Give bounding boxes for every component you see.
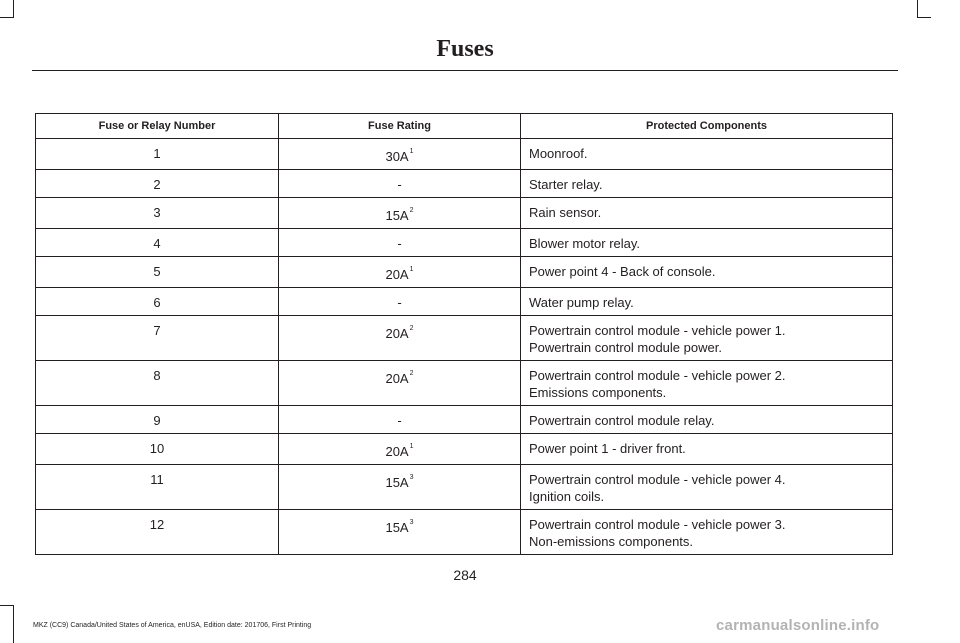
fuse-rating-value: 20A (385, 326, 409, 341)
component-line: Power point 1 - driver front. (529, 441, 686, 456)
component-line: Ignition coils. (529, 489, 605, 504)
footnote-marker: 1 (409, 148, 414, 155)
protected-components-cell (521, 257, 893, 288)
fuse-rating-cell (279, 316, 521, 361)
fuse-number-cell: 5 (36, 257, 279, 288)
fuse-number-cell: 2 (36, 170, 279, 198)
table-row (36, 316, 893, 361)
fuse-rating-cell (279, 139, 521, 170)
fuse-rating-cell (279, 257, 521, 288)
table-header-row (36, 114, 893, 139)
table-row (36, 465, 893, 510)
fuse-rating-cell (279, 170, 521, 198)
table-row (36, 139, 893, 170)
fuse-number-cell: 12 (36, 510, 279, 555)
table-row (36, 229, 893, 257)
protected-components-cell (521, 361, 893, 406)
footnote-marker: 2 (409, 207, 414, 214)
crop-mark-top-right-h (917, 17, 931, 18)
crop-mark-bottom-left-v (13, 605, 14, 643)
component-line: Powertrain control module - vehicle power 3. (529, 517, 786, 532)
protected-components-cell (521, 316, 893, 361)
protected-components-cell (521, 139, 893, 170)
fuse-rating-value-wrap (385, 148, 413, 165)
page-title: Fuses (436, 36, 494, 62)
fuse-table (35, 113, 893, 555)
fuse-number-cell: 7 (36, 316, 279, 361)
table-row (36, 198, 893, 229)
fuse-rating-value-wrap (385, 207, 413, 224)
protected-components-cell (521, 170, 893, 198)
fuse-rating-value-wrap (385, 474, 413, 491)
fuse-rating-value: 30A (385, 149, 409, 164)
fuse-number-cell: 6 (36, 288, 279, 316)
column-header-number: Fuse or Relay Number (36, 114, 279, 139)
component-line: Powertrain control module power. (529, 340, 722, 355)
table-row (36, 406, 893, 434)
fuse-number-cell: 1 (36, 139, 279, 170)
crop-mark-top-right-v (917, 0, 918, 18)
fuse-rating-value: - (397, 413, 402, 428)
fuse-rating-value: - (397, 236, 402, 251)
protected-components-cell (521, 288, 893, 316)
fuse-rating-value-wrap (385, 325, 413, 342)
protected-components-cell (521, 510, 893, 555)
fuse-rating-cell (279, 229, 521, 257)
edition-footer: MKZ (CC9) Canada/United States of America, enUSA, Edition date: 201706, First Printing (33, 622, 312, 629)
crop-mark-bottom-left-h (0, 605, 14, 606)
fuse-rating-cell (279, 361, 521, 406)
page-number: 284 (453, 567, 477, 583)
column-header-rating: Fuse Rating (279, 114, 521, 139)
component-line: Rain sensor. (529, 205, 602, 220)
footnote-marker: 3 (409, 519, 414, 526)
protected-components-cell (521, 406, 893, 434)
fuse-rating-value-wrap (385, 443, 413, 460)
fuse-rating-cell (279, 198, 521, 229)
fuse-rating-value-wrap (397, 235, 401, 252)
table-row (36, 257, 893, 288)
crop-mark-top-left-h (0, 17, 14, 18)
fuse-rating-value: 15A (385, 208, 409, 223)
component-line: Powertrain control module - vehicle power 4. (529, 472, 786, 487)
fuse-rating-value-wrap (385, 519, 413, 536)
fuse-rating-cell (279, 510, 521, 555)
component-line: Power point 4 - Back of console. (529, 264, 716, 279)
component-line: Emissions components. (529, 385, 667, 400)
title-divider (32, 70, 898, 71)
fuse-rating-value: 15A (385, 520, 409, 535)
protected-components-cell (521, 198, 893, 229)
fuse-rating-value-wrap (385, 370, 413, 387)
component-line: Moonroof. (529, 146, 588, 161)
component-line: Starter relay. (529, 177, 603, 192)
footnote-marker: 3 (409, 474, 414, 481)
fuse-rating-value-wrap (385, 266, 413, 283)
fuse-rating-value: - (397, 295, 402, 310)
footnote-marker: 1 (409, 443, 414, 450)
fuse-rating-value: 15A (385, 475, 409, 490)
component-line: Non-emissions components. (529, 534, 694, 549)
fuse-number-cell: 11 (36, 465, 279, 510)
footnote-marker: 2 (409, 370, 414, 377)
fuse-rating-value-wrap (397, 176, 401, 193)
footnote-marker: 1 (409, 266, 414, 273)
protected-components-cell (521, 465, 893, 510)
fuse-number-cell: 8 (36, 361, 279, 406)
crop-mark-top-left-v (13, 0, 14, 18)
fuse-rating-cell (279, 288, 521, 316)
table-row (36, 434, 893, 465)
fuse-table-body (36, 139, 893, 555)
table-row (36, 510, 893, 555)
fuse-rating-cell (279, 434, 521, 465)
component-line: Powertrain control module relay. (529, 413, 715, 428)
footnote-marker: 2 (409, 325, 414, 332)
fuse-rating-value: 20A (385, 371, 409, 386)
table-row (36, 170, 893, 198)
protected-components-cell (521, 434, 893, 465)
table-row (36, 288, 893, 316)
fuse-rating-value-wrap (397, 294, 401, 311)
component-line: Water pump relay. (529, 295, 634, 310)
fuse-number-cell: 3 (36, 198, 279, 229)
watermark: carmanualsonline.info (716, 617, 880, 634)
fuse-number-cell: 4 (36, 229, 279, 257)
fuse-rating-value: 20A (385, 267, 409, 282)
fuse-number-cell: 10 (36, 434, 279, 465)
fuse-rating-value: - (397, 177, 402, 192)
component-line: Powertrain control module - vehicle power 1. (529, 323, 786, 338)
fuse-rating-cell (279, 465, 521, 510)
column-header-components: Protected Components (521, 114, 893, 139)
component-line: Blower motor relay. (529, 236, 641, 251)
fuse-rating-value-wrap (397, 412, 401, 429)
component-line: Powertrain control module - vehicle power 2. (529, 368, 786, 383)
fuse-number-cell: 9 (36, 406, 279, 434)
fuse-rating-cell (279, 406, 521, 434)
protected-components-cell (521, 229, 893, 257)
fuse-rating-value: 20A (385, 444, 409, 459)
table-row (36, 361, 893, 406)
